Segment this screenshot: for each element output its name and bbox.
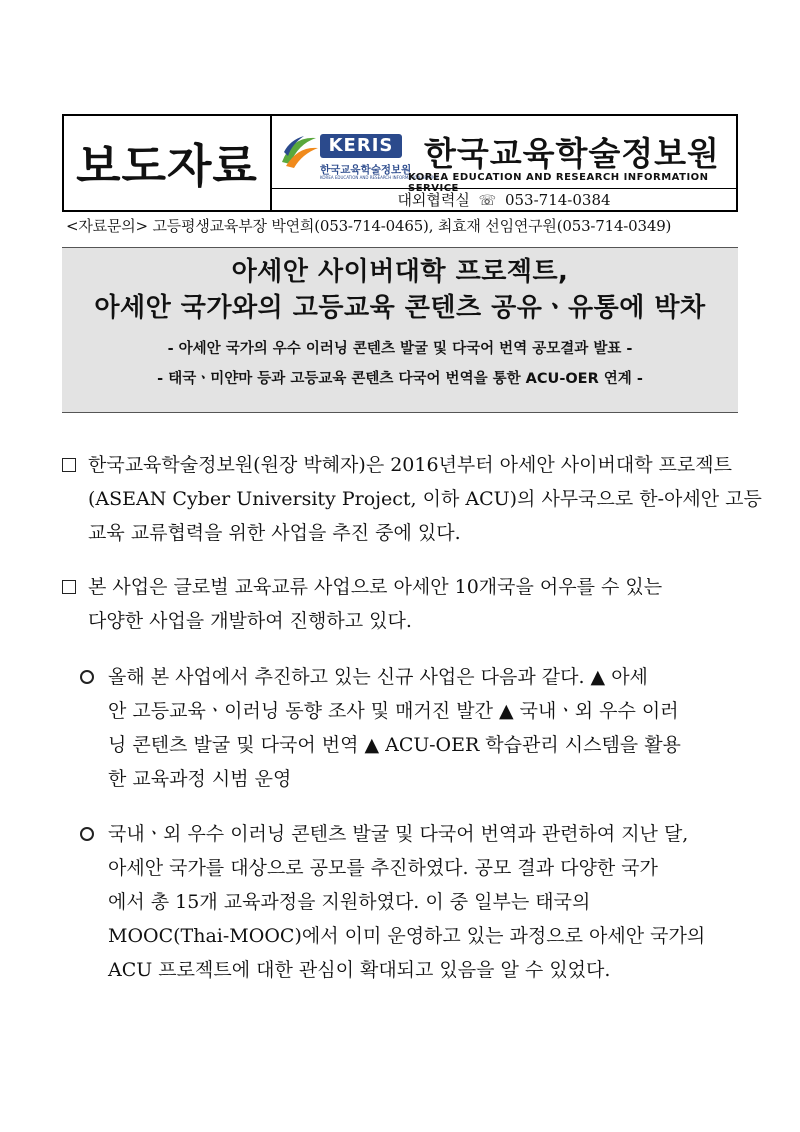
- keris-emblem-icon: [280, 132, 320, 172]
- keris-logo: [280, 126, 439, 184]
- paragraph-line: 올해 본 사업에서 추진하고 있는 신규 사업은 다음과 같다. ▲ 아세: [108, 666, 648, 688]
- paragraph-line: 국내ㆍ외 우수 이러닝 콘텐츠 발굴 및 다국어 번역과 관련하여 지난 달,: [108, 823, 689, 845]
- paragraph-2: [88, 570, 742, 638]
- org-name-kr: 한국교육학술정보원: [424, 134, 720, 173]
- checkbox-bullet-icon: [62, 458, 76, 472]
- paragraph-line: 안 고등교육ㆍ이러닝 동향 조사 및 매거진 발간 ▲ 국내ㆍ외 우수 이러: [108, 700, 679, 722]
- logo-subtext: 한국교육학술정보원: [320, 164, 412, 176]
- headline-line-2: 아세안 국가와의 고등교육 콘텐츠 공유ㆍ유통에 박차: [94, 293, 706, 323]
- paragraph-line: 다양한 사업을 개발하여 진행하고 있다.: [88, 610, 412, 632]
- paragraph-line: MOOC(Thai-MOOC)에서 이미 운영하고 있는 과정으로 아세안 국가의: [108, 925, 706, 947]
- circle-bullet-icon: [80, 827, 94, 841]
- circle-bullet-icon: [80, 670, 94, 684]
- press-header: [62, 114, 738, 212]
- paragraph-line: 에서 총 15개 교육과정을 지원하였다. 이 중 일부는 태국의: [108, 891, 591, 913]
- paragraph-line: 닝 콘텐츠 발굴 및 다국어 번역 ▲ ACU-OER 학습관리 시스템을 활용: [108, 734, 681, 756]
- logo-subtext-en: KOREA EDUCATION AND RESEARCH INFORMATION SERVICE: [320, 175, 439, 180]
- subheadline-1: - 아세안 국가의 우수 이러닝 콘텐츠 발굴 및 다국어 번역 공모결과 발표 -: [167, 341, 633, 357]
- paragraph-line: 한 교육과정 시범 운영: [108, 768, 292, 790]
- headline-line-1: 아세안 사이버대학 프로젝트,: [231, 257, 569, 287]
- paragraph-line: 한국교육학술정보원(원장 박혜자)은 2016년부터 아세안 사이버대학 프로젝트: [88, 454, 732, 476]
- office-contact: [272, 189, 736, 210]
- press-release-label: 보도자료: [64, 116, 272, 210]
- subheadline-2: - 태국ㆍ미얀마 등과 고등교육 콘텐츠 다국어 번역을 통한 ACU-OER 연계 -: [157, 371, 643, 387]
- inquiry-contact: <자료문의> 고등평생교육부장 박연희(053-714-0465), 최효재 선임연구원(053-714-0349): [66, 217, 672, 235]
- headline-box: [62, 247, 738, 413]
- org-top: [272, 116, 736, 194]
- office-phone: 053-714-0384: [504, 191, 611, 209]
- paragraph-3: [108, 660, 742, 796]
- checkbox-bullet-icon: [62, 580, 76, 594]
- paragraph-line: 교육 교류협력을 위한 사업을 추진 중에 있다.: [88, 522, 461, 544]
- org-name-en: KOREA EDUCATION AND RESEARCH INFORMATION SERVICE: [408, 172, 709, 194]
- org-block: [272, 116, 736, 210]
- office-label: 대외협력실: [397, 191, 470, 209]
- logo-wordmark: KERIS: [320, 134, 402, 158]
- paragraph-line: 아세안 국가를 대상으로 공모를 추진하였다. 공모 결과 다양한 국가: [108, 857, 658, 879]
- paragraph-4: [108, 817, 742, 987]
- paragraph-line: ACU 프로젝트에 대한 관심이 확대되고 있음을 알 수 있었다.: [108, 959, 611, 981]
- phone-icon: ☏: [478, 193, 497, 209]
- paragraph-line: (ASEAN Cyber University Project, 이하 ACU)의 사무국으로 한-아세안 고등: [88, 488, 762, 510]
- paragraph-line: 본 사업은 글로벌 교육교류 사업으로 아세안 10개국을 어우를 수 있는: [88, 576, 663, 598]
- paragraph-1: [88, 448, 762, 550]
